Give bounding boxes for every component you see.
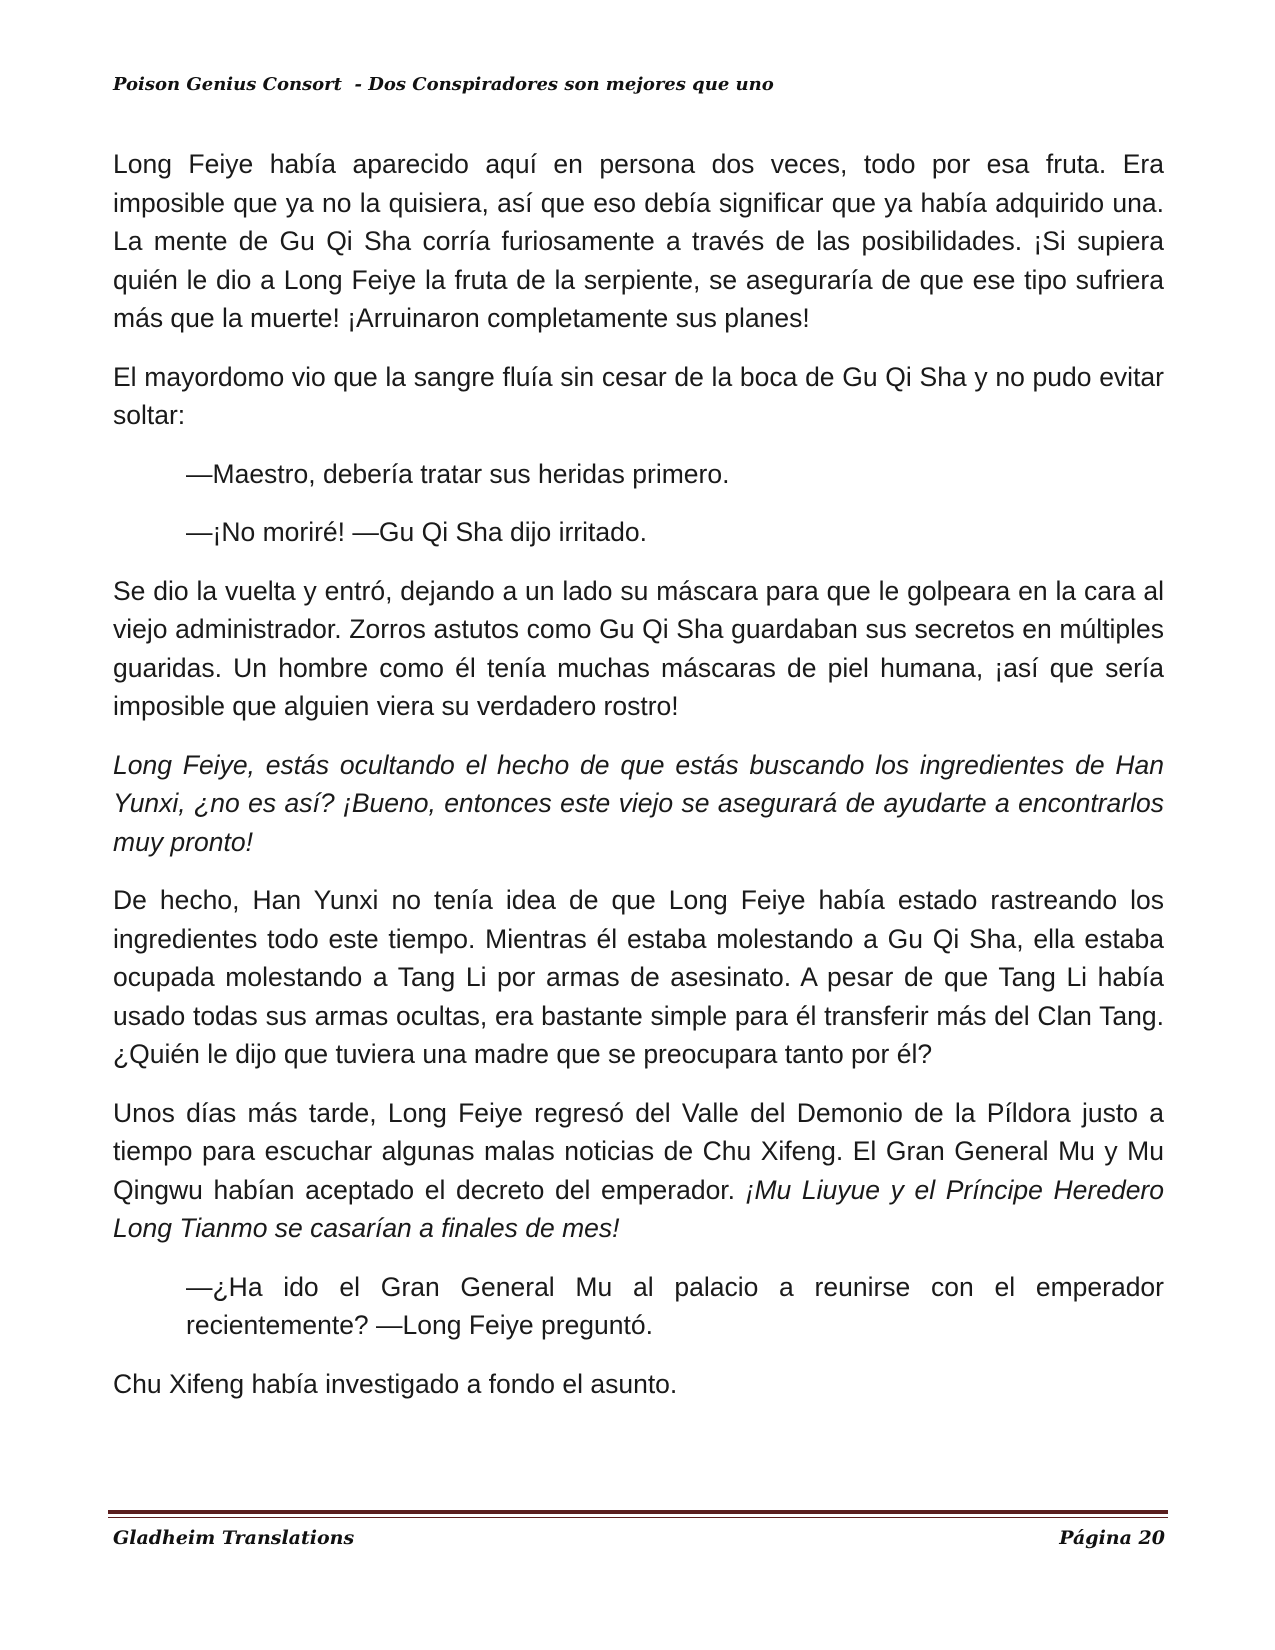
paragraph-2: El mayordomo vio que la sangre fluía sin cesar de la boca de Gu Qi Sha y no pudo evitar soltar: (113, 361, 1164, 430)
paragraph-7: De hecho, Han Yunxi no tenía idea de que Long Feiye había estado rastreando los ingredientes todo este tiempo. Mientras él estaba molestando a Gu Qi Sha, ella estaba ocupada molestando a Tang Li por armas de asesinato. A pesar de que Tang Li había usado todas sus armas ocultas, era bastante simple para él transferir más del Clan Tang. ¿Quién le dijo que tuviera una madre que se preocupara tanto por él? (113, 885, 1164, 1069)
paragraph-8-text: Unos días más tarde, Long Feiye regresó del Valle del Demonio de la Píldora justo a tiempo para escuchar algunas malas noticias de Chu Xifeng. El Gran General Mu y Mu Qingwu habían aceptado el decreto del emperador. (113, 1097, 1164, 1205)
italic-thought-paragraph: Long Feiye, estás ocultando el hecho de que estás buscando los ingredientes de Han Yunxi, ¿no es así? ¡Bueno, entonces este viejo se asegurará de ayudarte a encontrarlos muy pronto! (113, 749, 1164, 857)
paragraph-8-italic-text: ¡Mu Liuyue y el Príncipe Heredero Long Tianmo se casarían a finales de mes! (113, 1174, 1164, 1243)
page-header-title: Poison Genius Consort - Dos Conspiradores son mejores que uno (113, 74, 774, 95)
document-body (113, 145, 1164, 1423)
paragraph-1: Long Feiye había aparecido aquí en persona dos veces, todo por esa fruta. Era imposible que ya no la quisiera, así que eso debía significar que ya había adquirido una. La mente de Gu Qi Sha corría furiosamente a través de las posibilidades. ¡Si supiera quién le dio a Long Feiye la fruta de la serpiente, se aseguraría de que ese tipo sufriera más que la muerte! ¡Arruinaron completamente sus planes! (113, 149, 1164, 333)
paragraph-8 (113, 1094, 1164, 1248)
footer-translator-credit: Gladheim Translations (113, 1527, 355, 1549)
dialogue-line-2: —¡No moriré! —Gu Qi Sha dijo irritado. (186, 517, 647, 547)
footer-divider-thick (108, 1510, 1168, 1514)
paragraph-10: Chu Xifeng había investigado a fondo el asunto. (113, 1368, 678, 1399)
footer-page-number: Página 20 (1059, 1527, 1165, 1549)
paragraph-5: Se dio la vuelta y entró, dejando a un lado su máscara para que le golpeara en la cara al viejo administrador. Zorros astutos como Gu Qi Sha guardaban sus secretos en múltiples guaridas. Un hombre como él tenía muchas máscaras de piel humana, ¡así que sería imposible que alguien viera su verdadero rostro! (113, 575, 1164, 721)
dialogue-line-3: —¿Ha ido el Gran General Mu al palacio a reunirse con el emperador recientemente? —Long Feiye preguntó. (186, 1271, 1164, 1340)
footer-divider-thin (108, 1517, 1168, 1518)
dialogue-line-1: —Maestro, debería tratar sus heridas primero. (186, 458, 730, 489)
